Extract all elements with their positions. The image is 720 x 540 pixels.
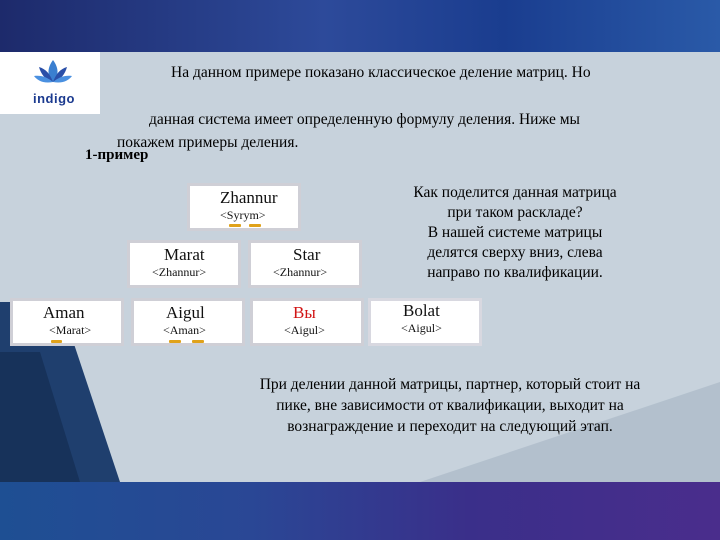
footer-line-1: При делении данной матрицы, партнер, который стоит на [259, 376, 641, 393]
bottom-banner [0, 482, 720, 540]
qualification-marker [229, 224, 241, 227]
qualification-marker [169, 340, 181, 343]
card-name-you: Вы [293, 303, 316, 322]
card-sponsor: <Aigul> [401, 321, 442, 335]
question-line-5: направо по квалификации. [427, 264, 603, 281]
matrix-card-top [187, 183, 301, 231]
logo-wordmark: indigo [33, 91, 75, 106]
qualification-marker [192, 340, 204, 343]
matrix-card-l2-2 [248, 240, 362, 288]
question-line-1: Как поделится данная матрица [413, 184, 617, 201]
card-name: Aigul [166, 303, 205, 322]
intro-line-3: покажем примеры деления. [117, 134, 299, 151]
intro-line-1: На данном примере показано классическое деление матриц. Но [171, 64, 591, 81]
card-name: Marat [164, 245, 205, 264]
card-name: Bolat [403, 301, 440, 320]
example-label: 1-пример [85, 147, 149, 163]
card-name: Aman [43, 303, 85, 322]
matrix-card-l3-3 [250, 298, 364, 346]
lotus-icon [33, 58, 73, 88]
question-line-4: делятся сверху вниз, слева [427, 244, 603, 261]
intro-line-2: данная система имеет определенную формулу деления. Ниже мы [149, 111, 580, 128]
card-sponsor: <Marat> [49, 323, 92, 337]
footer-line-2: пике, вне зависимости от квалификации, выходит на [276, 397, 624, 414]
question-line-3: В нашей системе матрицы [427, 224, 603, 241]
matrix-card-l2-1 [127, 240, 241, 288]
card-sponsor: <Zhannur> [273, 265, 328, 279]
card-name: Zhannur [220, 188, 278, 207]
question-line-2: при таком раскладе? [447, 204, 583, 221]
footer-line-3: вознаграждение и переходит на следующий этап. [287, 418, 613, 435]
card-sponsor: <Aigul> [284, 323, 325, 337]
matrix-card-l3-4 [368, 298, 482, 346]
card-name: Star [293, 245, 321, 264]
question-block [390, 183, 680, 283]
qualification-marker [51, 340, 62, 343]
card-sponsor: <Aman> [163, 323, 206, 337]
matrix-card-l3-1 [10, 298, 124, 346]
footer-block [190, 374, 710, 437]
card-sponsor: <Syrym> [220, 208, 266, 222]
card-sponsor: <Zhannur> [152, 265, 207, 279]
top-banner [0, 0, 720, 52]
qualification-marker [249, 224, 261, 227]
matrix-card-l3-2 [131, 298, 245, 346]
